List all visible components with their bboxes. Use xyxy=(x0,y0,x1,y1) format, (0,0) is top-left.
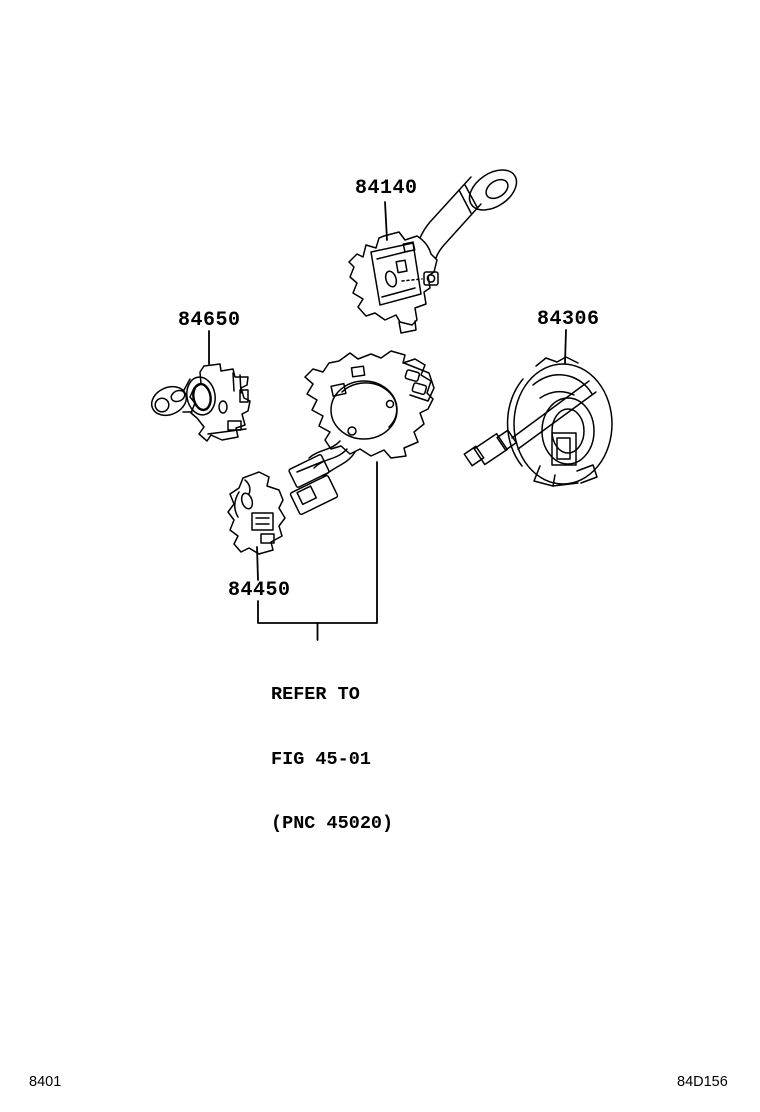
reference-note-line-2: FIG 45-01 xyxy=(271,748,371,770)
leader-lines xyxy=(209,202,566,640)
part-label-84650[interactable]: 84650 xyxy=(178,309,241,332)
reference-note xyxy=(271,641,393,878)
leader-84450 xyxy=(257,547,258,580)
footer-page-code: 8401 xyxy=(29,1074,62,1090)
part-84650-switch-drawing xyxy=(147,364,250,441)
part-label-84306[interactable]: 84306 xyxy=(537,308,600,331)
part-label-84450[interactable]: 84450 xyxy=(228,579,291,602)
footer-figure-code: 84D156 xyxy=(677,1074,728,1090)
part-84306-spiral-cable-drawing xyxy=(464,357,612,486)
reference-note-line-1: REFER TO xyxy=(271,684,360,705)
part-label-84140[interactable]: 84140 xyxy=(355,177,418,200)
part-84450-switch-drawing xyxy=(228,472,285,554)
leader-84140 xyxy=(385,202,387,240)
switch-body-bracket-drawing xyxy=(288,351,434,515)
reference-note-line-3: (PNC 45020) xyxy=(271,813,394,834)
